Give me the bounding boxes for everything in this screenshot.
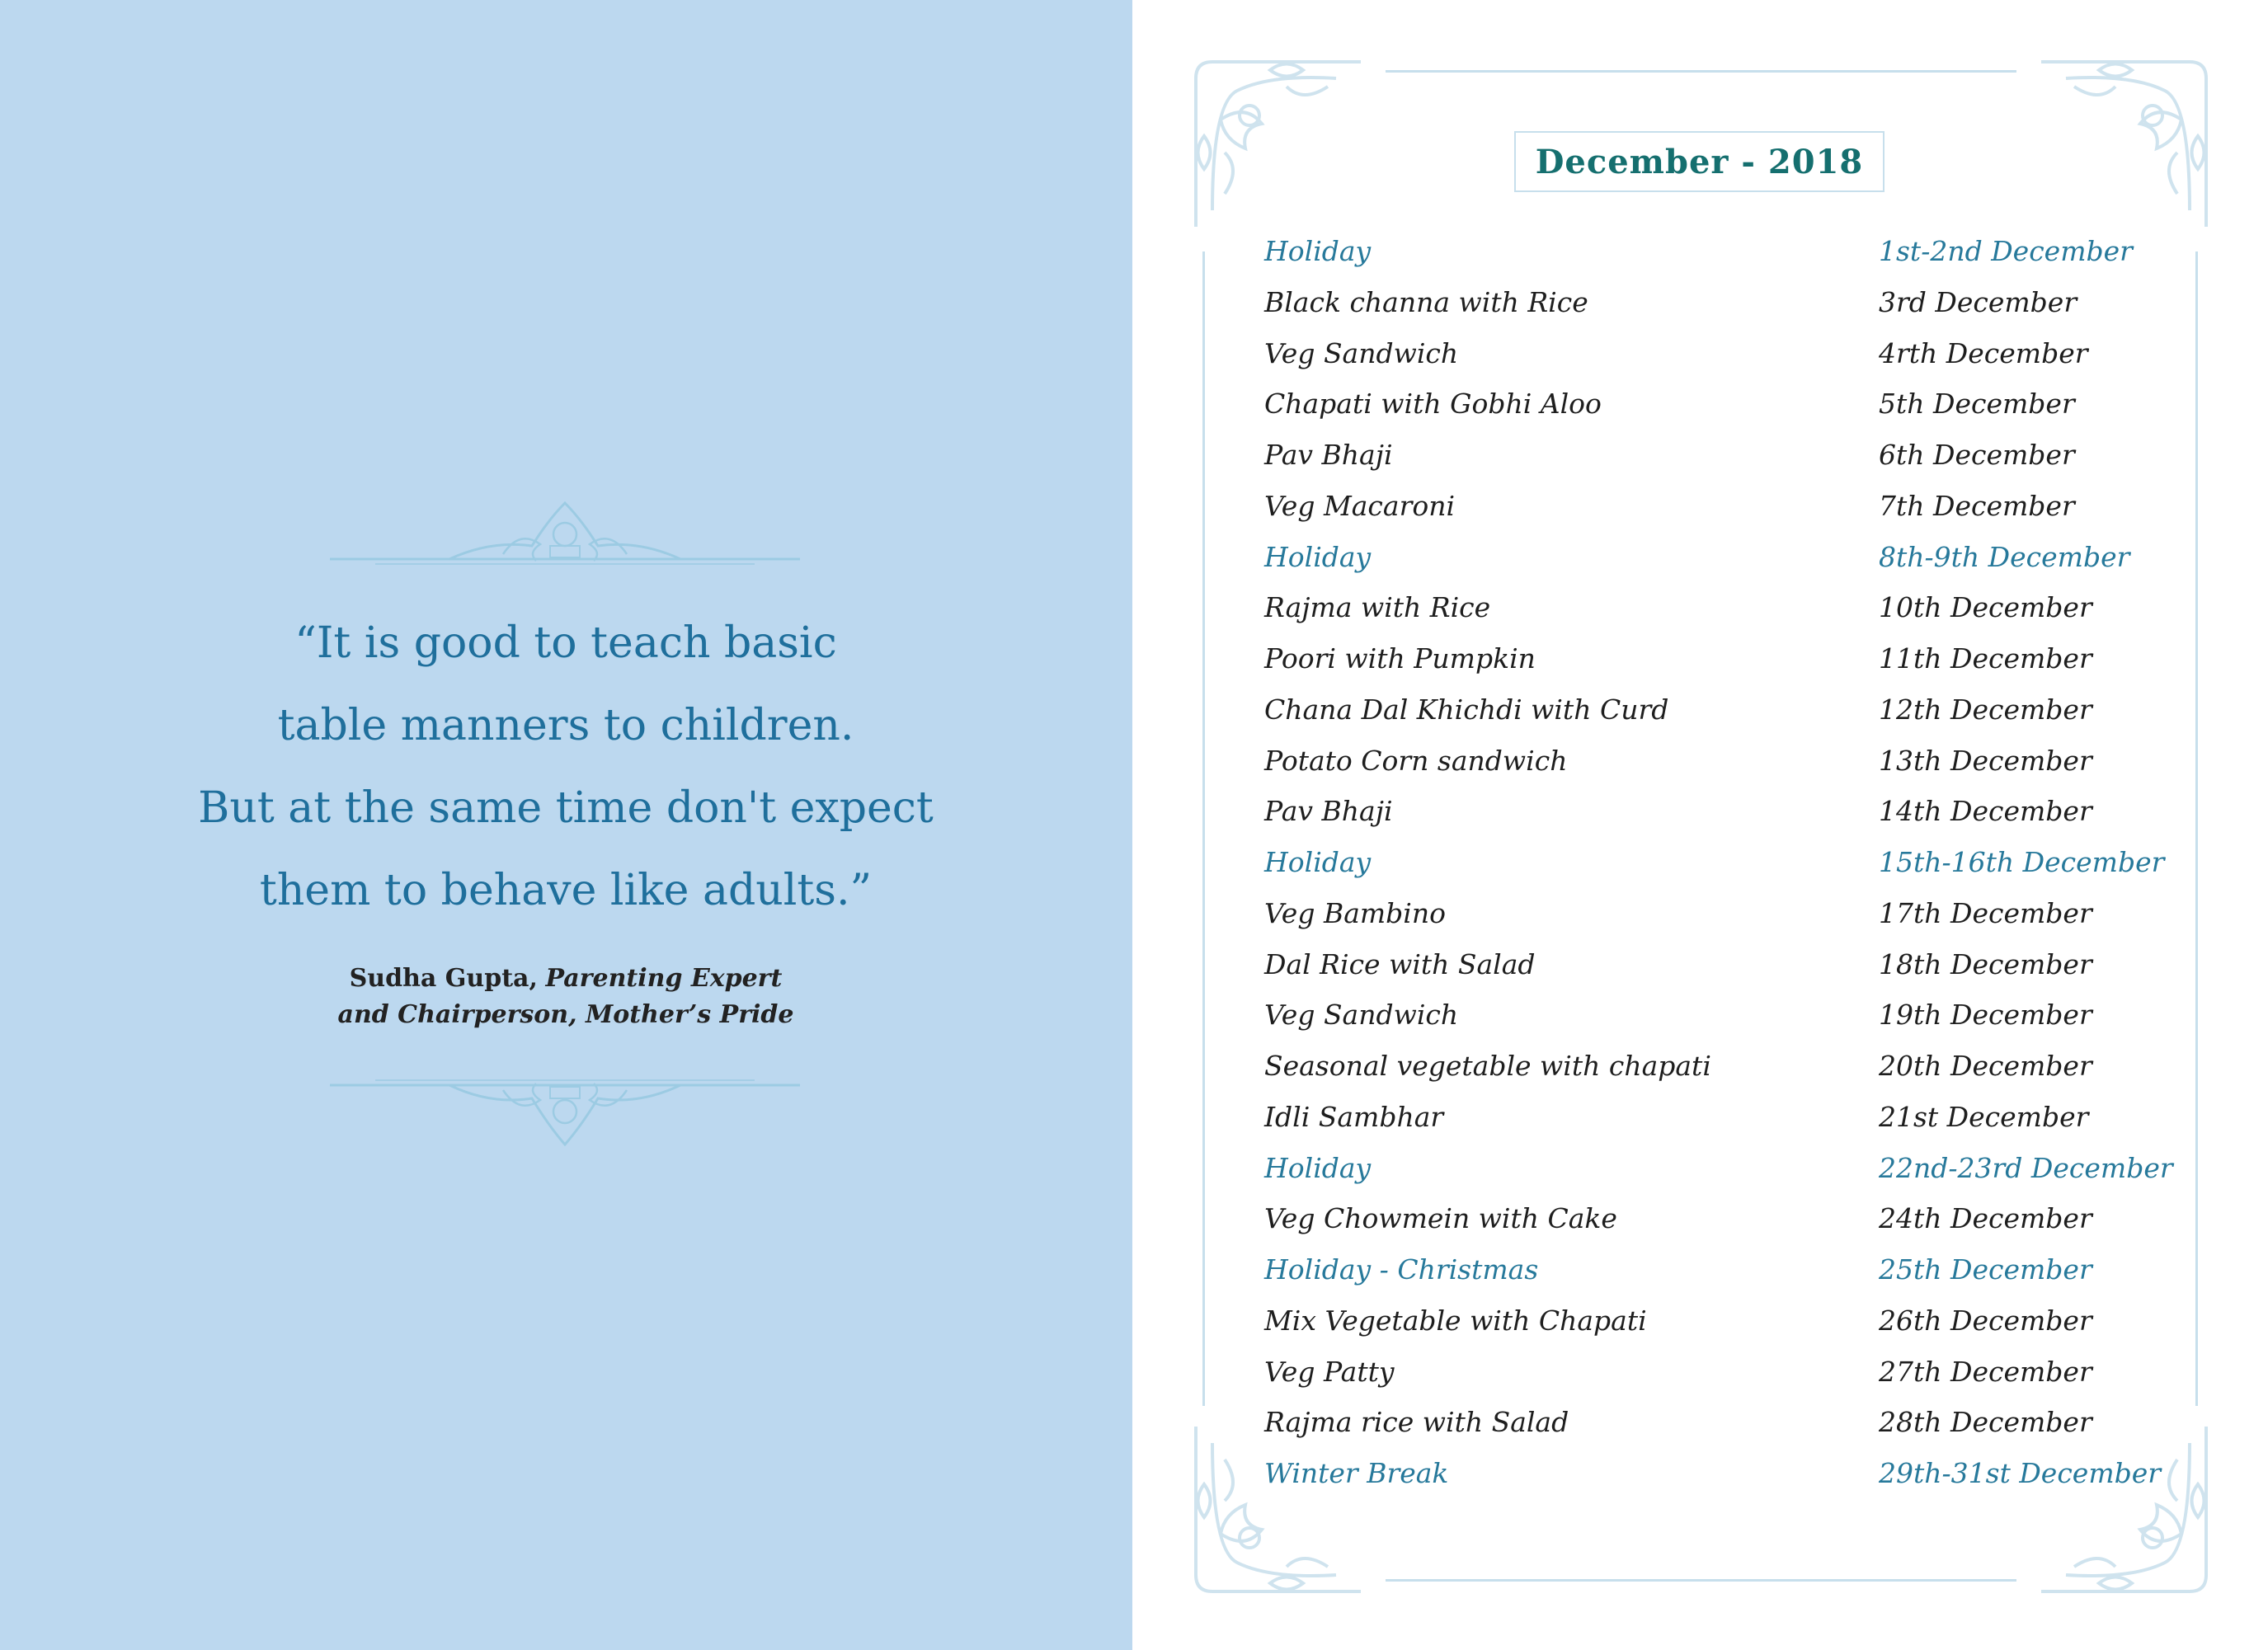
top-border-rule [1386,70,2016,73]
menu-date: 15th-16th December [1879,846,2165,878]
menu-dish: Idli Sambhar [1264,1100,1444,1133]
menu-date: 7th December [1879,489,2075,522]
menu-dish: Pav Bhaji [1264,795,1393,828]
menu-dish: Chapati with Gobhi Aloo [1264,388,1602,421]
quote-line: table manners to children. [277,701,854,750]
menu-dish: Poori with Pumpkin [1264,642,1536,675]
menu-row [1264,745,2155,786]
menu-date: 18th December [1879,947,2092,980]
menu-row [1264,1202,2155,1243]
menu-dish: Black channa with Rice [1264,285,1588,318]
menu-dish: Potato Corn sandwich [1264,744,1568,777]
menu-dish: Holiday [1264,235,1372,267]
menu-row [1264,795,2155,836]
menu-row [1264,235,2155,276]
menu-date: 21st December [1879,1100,2089,1133]
menu-date: 22nd-23rd December [1879,1151,2173,1184]
menu-row [1264,541,2155,582]
menu-date: 4rth December [1879,336,2088,369]
menu-dish: Veg Bambino [1264,896,1446,929]
left-quote-panel [0,0,1132,1650]
quote-line: But at the same time don't expect [198,783,934,833]
menu-row [1264,591,2155,632]
menu-date: 17th December [1879,896,2092,929]
menu-date: 28th December [1879,1406,2092,1439]
menu-date: 3rd December [1879,285,2077,318]
menu-date: 10th December [1879,591,2092,624]
menu-date: 11th December [1879,642,2092,675]
bottom-flourish-icon [326,1072,804,1154]
menu-date: 13th December [1879,744,2092,777]
menu-dish: Veg Sandwich [1264,336,1459,369]
menu-dish: Seasonal vegetable with chapati [1264,1050,1711,1082]
menu-dish: Chana Dal Khichdi with Curd [1264,693,1669,726]
menu-dish: Holiday [1264,1151,1372,1184]
menu-row [1264,897,2155,938]
menu-dish: Veg Chowmein with Cake [1264,1202,1617,1235]
menu-row [1264,286,2155,327]
menu-dish: Winter Break [1264,1457,1449,1489]
menu-date: 5th December [1879,388,2075,421]
menu-date: 8th-9th December [1879,540,2130,573]
menu-row [1264,337,2155,378]
menu-row [1264,1253,2155,1295]
menu-row [1264,1151,2173,1193]
menu-date: 29th-31st December [1879,1457,2162,1489]
menu-dish: Rajma with Rice [1264,591,1491,624]
menu-dish: Holiday - Christmas [1264,1253,1539,1286]
quote-line: them to behave like adults.” [259,866,873,915]
menu-dish: Rajma rice with Salad [1264,1406,1569,1439]
menu-dish: Holiday [1264,846,1372,878]
quote-line: “It is good to teach basic [294,618,837,668]
menu-row [1264,642,2155,684]
right-border-rule [2195,251,2198,1406]
menu-row [1264,1050,2155,1091]
menu-date: 25th December [1879,1253,2092,1286]
menu-row [1264,693,2155,735]
menu-row [1264,1304,2155,1346]
menu-date: 19th December [1879,999,2092,1032]
quote-attribution [153,961,978,1033]
menu-row [1264,999,2155,1040]
menu-dish: Veg Macaroni [1264,489,1456,522]
author-role-continued: and Chairperson, Mother’s Pride [337,1000,794,1029]
author-name: Sudha Gupta, [349,964,538,993]
menu-row [1264,948,2155,990]
menu-date: 26th December [1879,1304,2092,1337]
top-flourish-icon [326,495,804,569]
menu-date: 20th December [1879,1050,2092,1082]
corner-ornament-icon [2037,54,2214,235]
menu-dish: Mix Vegetable with Chapati [1264,1304,1647,1337]
menu-title: December - 2018 [1514,131,1885,192]
menu-dish: Veg Patty [1264,1355,1395,1388]
bottom-border-rule [1386,1579,2016,1582]
menu-date: 1st-2nd December [1879,235,2133,267]
menu-dish: Dal Rice with Salad [1264,947,1536,980]
left-border-rule [1202,251,1205,1406]
menu-dish: Pav Bhaji [1264,439,1393,471]
menu-row [1264,846,2165,887]
menu-row [1264,1356,2155,1397]
menu-row [1264,490,2155,531]
menu-row [1264,1101,2155,1142]
menu-date: 27th December [1879,1355,2092,1388]
menu-date: 6th December [1879,439,2075,471]
corner-ornament-icon [1188,54,1365,235]
menu-row [1264,388,2155,429]
menu-date: 12th December [1879,693,2092,726]
menu-row [1264,439,2155,480]
menu-date: 24th December [1879,1202,2092,1235]
menu-row [1264,1406,2155,1447]
menu-date: 14th December [1879,795,2092,828]
menu-row [1264,1457,2162,1498]
menu-dish: Holiday [1264,540,1372,573]
author-role: Parenting Expert [545,964,783,993]
menu-dish: Veg Sandwich [1264,999,1459,1032]
quote-block [153,602,978,932]
